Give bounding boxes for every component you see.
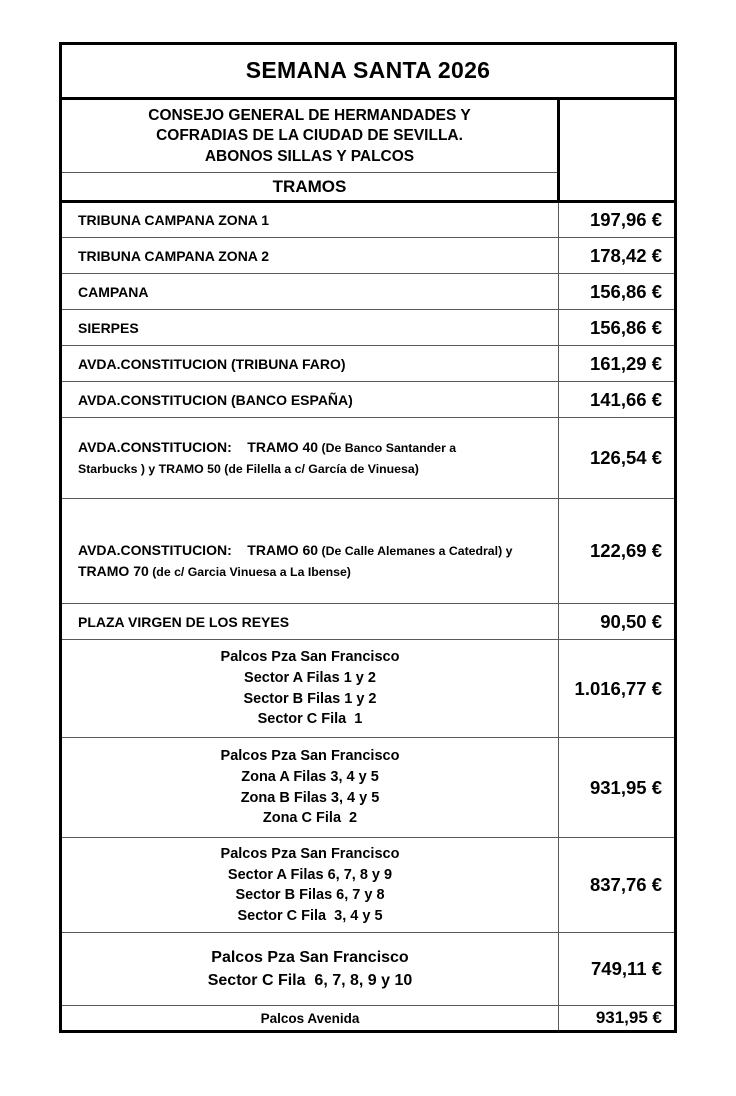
tramo-name: TRIBUNA CAMPANA ZONA 1 [61,202,559,238]
palco-price: 931,95 € [559,738,676,838]
palco-description [61,933,559,1006]
table-row [61,346,676,382]
palco-line: Sector C Fila 1 [257,711,363,728]
tramo-name-detailed [61,499,559,604]
palco-line: Zona B Filas 3, 4 y 5 [240,789,380,806]
table-row [61,933,676,1006]
organization-subtitle [61,99,559,173]
palco-description [61,640,559,738]
tramo-label: AVDA.CONSTITUCION: [78,439,232,456]
table-row [61,1006,676,1032]
table-row [61,604,676,640]
tramo-name: AVDA.CONSTITUCION (BANCO ESPAÑA) [61,382,559,418]
price-table [59,42,677,1033]
tramo-label: AVDA.CONSTITUCION: [78,542,232,559]
table-subtitle-row [61,99,676,173]
tramo-price: 197,96 € [559,202,676,238]
palco-line: Sector C Fila 6, 7, 8, 9 y 10 [207,972,413,990]
palco-description [61,838,559,933]
tramo-name: PLAZA VIRGEN DE LOS REYES [61,604,559,640]
palco-line: Sector A Filas 1 y 2 [244,669,376,686]
palco-line: Palcos Pza San Francisco [220,649,400,666]
tramo-price: 161,29 € [559,346,676,382]
palco-avenida-name: Palcos Avenida [61,1006,559,1032]
tramo-price: 156,86 € [559,310,676,346]
tramo-number: TRAMO 60 [247,542,319,559]
palco-price: 749,11 € [559,933,676,1006]
column-header-tramos: TRAMOS [61,173,559,202]
price-sheet [59,42,674,1033]
tramo-price: 122,69 € [559,499,676,604]
page-title: SEMANA SANTA 2026 [61,44,676,99]
subtitle-line-2: COFRADIAS DE LA CIUDAD DE SEVILLA. [156,127,463,145]
tramo-price: 126,54 € [559,418,676,499]
table-title-row [61,44,676,99]
tramo-number: TRAMO 40 [247,439,319,456]
tramo-name-detailed [61,418,559,499]
tramo-price: 178,42 € [559,238,676,274]
tramo-price: 156,86 € [559,274,676,310]
table-row [61,418,676,499]
table-row [61,238,676,274]
tramo-description-part-1: (De Banco Santander a [318,441,457,456]
palco-line: Sector B Filas 6, 7 y 8 [235,887,385,904]
palco-description [61,738,559,838]
palco-price: 837,76 € [559,838,676,933]
palco-avenida-price: 931,95 € [559,1006,676,1032]
header-blank-price-cell [559,99,676,202]
tramo-description-part-2: Starbucks ) y TRAMO 50 (de Filella a c/ García de Vinuesa) [78,462,419,476]
tramo-number-secondary: TRAMO 70 [78,563,149,579]
tramo-description-part-2: (de c/ Garcia Vinuesa a La Ibense) [148,565,351,579]
palco-price: 1.016,77 € [559,640,676,738]
tramo-description-part-1: (De Calle Alemanes a Catedral) y [318,544,513,559]
table-row [61,274,676,310]
tramo-name: SIERPES [61,310,559,346]
palco-line: Zona C Fila 2 [262,810,358,827]
tramo-name: TRIBUNA CAMPANA ZONA 2 [61,238,559,274]
subtitle-line-3: ABONOS SILLAS Y PALCOS [204,147,415,165]
palco-line: Sector A Filas 6, 7, 8 y 9 [227,866,393,883]
palco-line: Palcos Pza San Francisco [220,748,400,765]
table-row [61,382,676,418]
table-row [61,838,676,933]
palco-line: Sector B Filas 1 y 2 [243,690,377,707]
table-row [61,202,676,238]
tramo-name: AVDA.CONSTITUCION (TRIBUNA FARO) [61,346,559,382]
tramo-price: 141,66 € [559,382,676,418]
table-row [61,738,676,838]
subtitle-line-1: CONSEJO GENERAL DE HERMANDADES Y [148,106,471,124]
table-row [61,310,676,346]
palco-line: Sector C Fila 3, 4 y 5 [237,907,383,924]
tramo-price: 90,50 € [559,604,676,640]
palco-line: Palcos Pza San Francisco [211,949,409,967]
table-row [61,640,676,738]
palco-line: Zona A Filas 3, 4 y 5 [241,768,379,785]
table-row [61,499,676,604]
palco-line: Palcos Pza San Francisco [220,846,400,862]
tramo-name: CAMPANA [61,274,559,310]
